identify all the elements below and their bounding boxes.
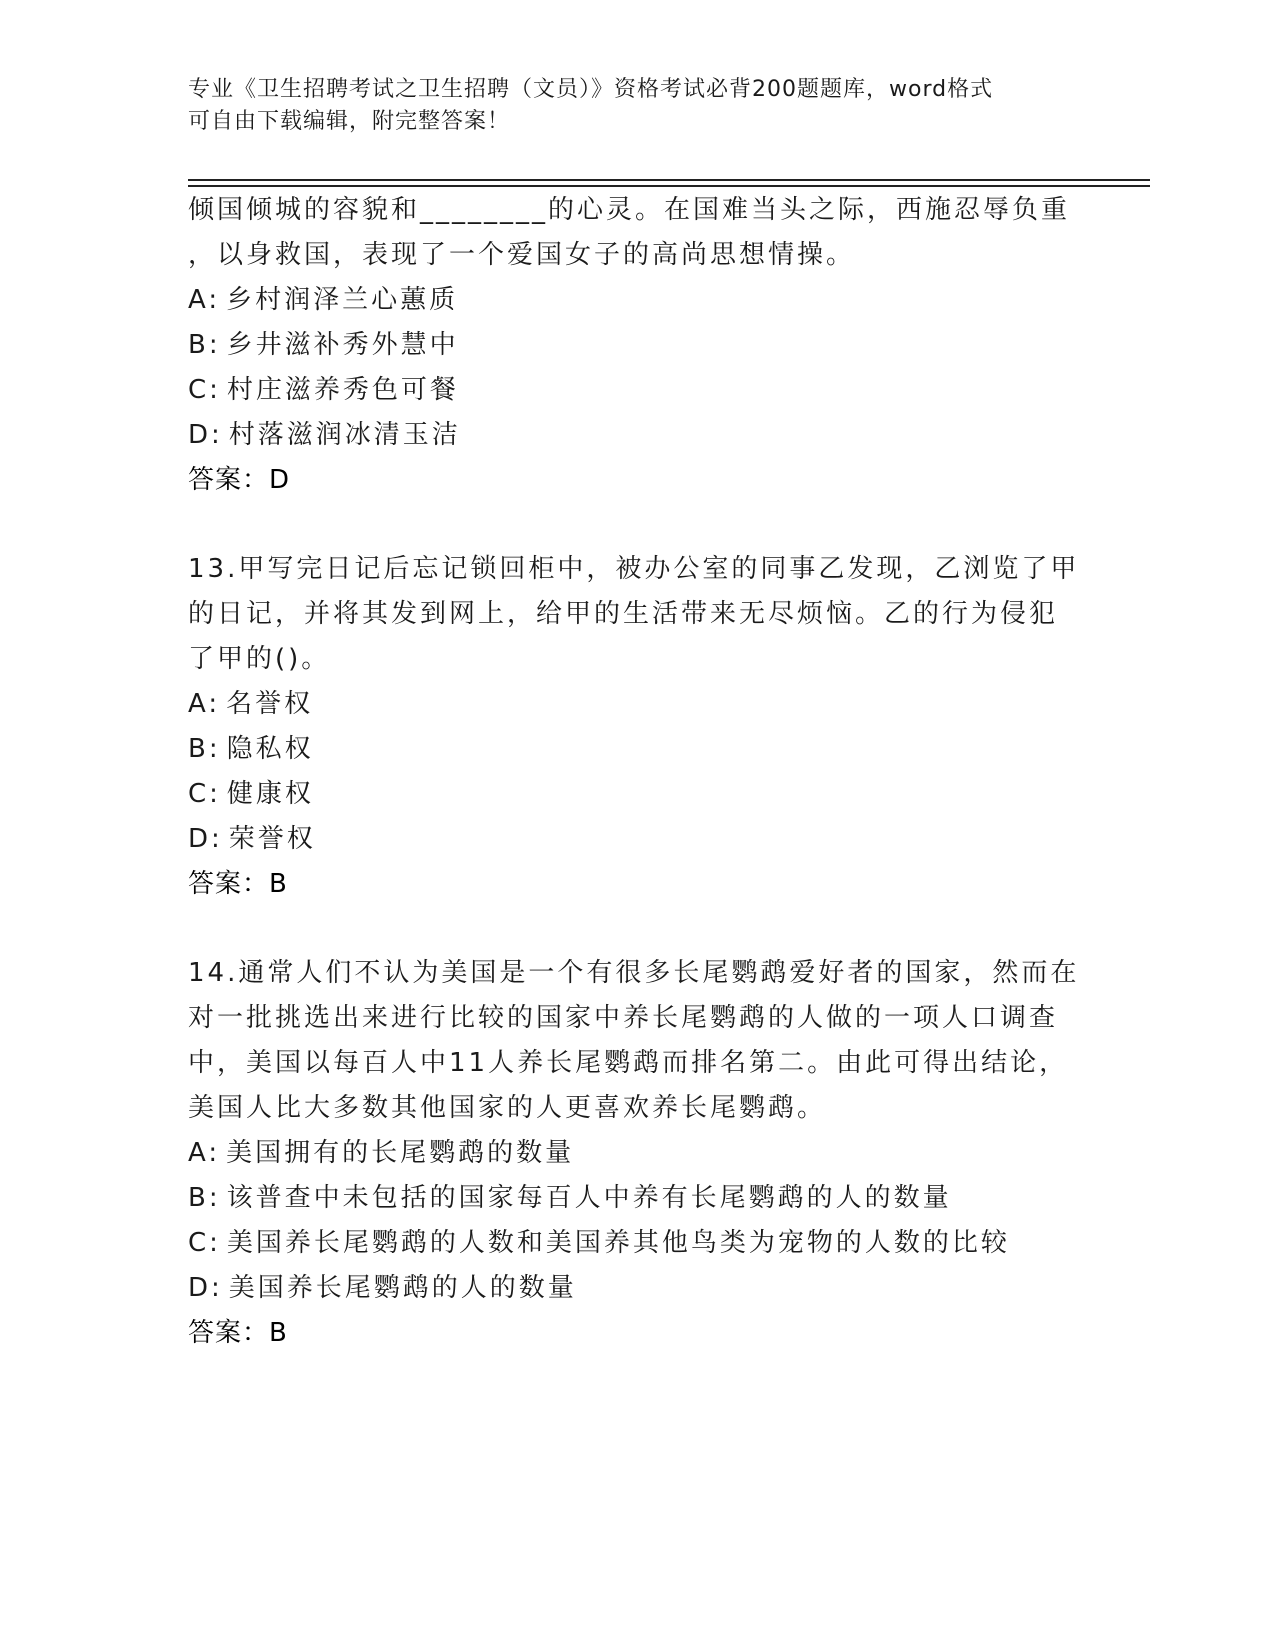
answer-line — [188, 458, 1068, 503]
question-list — [188, 188, 1080, 1356]
option-a — [188, 1131, 1068, 1176]
option-text: 荣誉权 — [228, 824, 316, 854]
question-text-line: 13.甲写完日记后忘记锁回柜中，被办公室的同事乙发现，乙浏览了甲 — [188, 554, 1080, 584]
question-text-line: ，以身救国，表现了一个爱国女子的高尚思想情操。 — [188, 240, 856, 270]
option-d — [188, 817, 1068, 862]
answer-label: 答案： — [188, 869, 270, 899]
option-key: A: — [188, 285, 221, 315]
answer-label: 答案： — [188, 465, 270, 495]
option-text: 隐私权 — [226, 734, 314, 764]
option-b — [188, 323, 1068, 368]
option-key: D: — [188, 824, 223, 854]
question-text-line: 美国人比大多数其他国家的人更喜欢养长尾鹦鹉。 — [188, 1093, 827, 1123]
option-key: B: — [188, 330, 221, 360]
option-key: B: — [188, 734, 221, 764]
option-key: D: — [188, 420, 223, 450]
question-12 — [188, 188, 1071, 503]
option-text: 村庄滋养秀色可餐 — [226, 375, 459, 405]
option-text: 该普查中未包括的国家每百人中养有长尾鹦鹉的人的数量 — [226, 1183, 952, 1213]
question-13 — [188, 547, 1080, 907]
option-text: 健康权 — [226, 779, 314, 809]
option-text: 美国拥有的长尾鹦鹉的数量 — [226, 1138, 575, 1168]
option-text: 美国养长尾鹦鹉的人数和美国养其他鸟类为宠物的人数的比较 — [226, 1228, 1010, 1258]
option-c — [188, 772, 1068, 817]
header-line-1: 专业《卫生招聘考试之卫生招聘（文员）》资格考试必背200题题库，word格式 — [188, 77, 994, 102]
option-b — [188, 727, 1068, 772]
option-c — [188, 368, 1068, 413]
option-b — [188, 1176, 1068, 1221]
question-text-line: 对一批挑选出来进行比较的国家中养长尾鹦鹉的人做的一项人口调查 — [188, 1003, 1059, 1033]
option-key: A: — [188, 1138, 221, 1168]
option-key: D: — [188, 1273, 223, 1303]
answer-value: B — [269, 1318, 287, 1348]
option-key: C: — [188, 779, 221, 809]
option-text: 美国养长尾鹦鹉的人的数量 — [228, 1273, 577, 1303]
option-text: 乡井滋补秀外慧中 — [226, 330, 459, 360]
option-text: 乡村润泽兰心蕙质 — [226, 285, 459, 315]
option-c — [188, 1221, 1068, 1266]
header-divider-top — [188, 179, 1150, 181]
question-text-line: 倾国倾城的容貌和________的心灵。在国难当头之际，西施忍辱负重 — [188, 195, 1071, 225]
option-text: 村落滋润冰清玉洁 — [228, 420, 461, 450]
question-text-line: 中，美国以每百人中11人养长尾鹦鹉而排名第二。由此可得出结论， — [188, 1048, 1069, 1078]
option-d — [188, 1266, 1068, 1311]
option-key: C: — [188, 375, 221, 405]
document-header — [188, 74, 1088, 138]
question-14 — [188, 951, 1080, 1356]
answer-line — [188, 1311, 1068, 1356]
option-key: A: — [188, 689, 221, 719]
header-divider-bottom — [188, 185, 1150, 187]
question-text-line: 14.通常人们不认为美国是一个有很多长尾鹦鹉爱好者的国家，然而在 — [188, 958, 1080, 988]
option-d — [188, 413, 1068, 458]
answer-label: 答案： — [188, 1318, 270, 1348]
question-text-line: 的日记，并将其发到网上，给甲的生活带来无尽烦恼。乙的行为侵犯 — [188, 599, 1059, 629]
answer-value: D — [269, 465, 290, 495]
answer-line — [188, 862, 1068, 907]
option-text: 名誉权 — [226, 689, 314, 719]
option-a — [188, 682, 1068, 727]
header-line-2: 可自由下载编辑，附完整答案！ — [188, 109, 511, 134]
option-key: B: — [188, 1183, 221, 1213]
option-a — [188, 278, 1068, 323]
option-key: C: — [188, 1228, 221, 1258]
question-text-line: 了甲的()。 — [188, 644, 331, 674]
answer-value: B — [269, 869, 287, 899]
